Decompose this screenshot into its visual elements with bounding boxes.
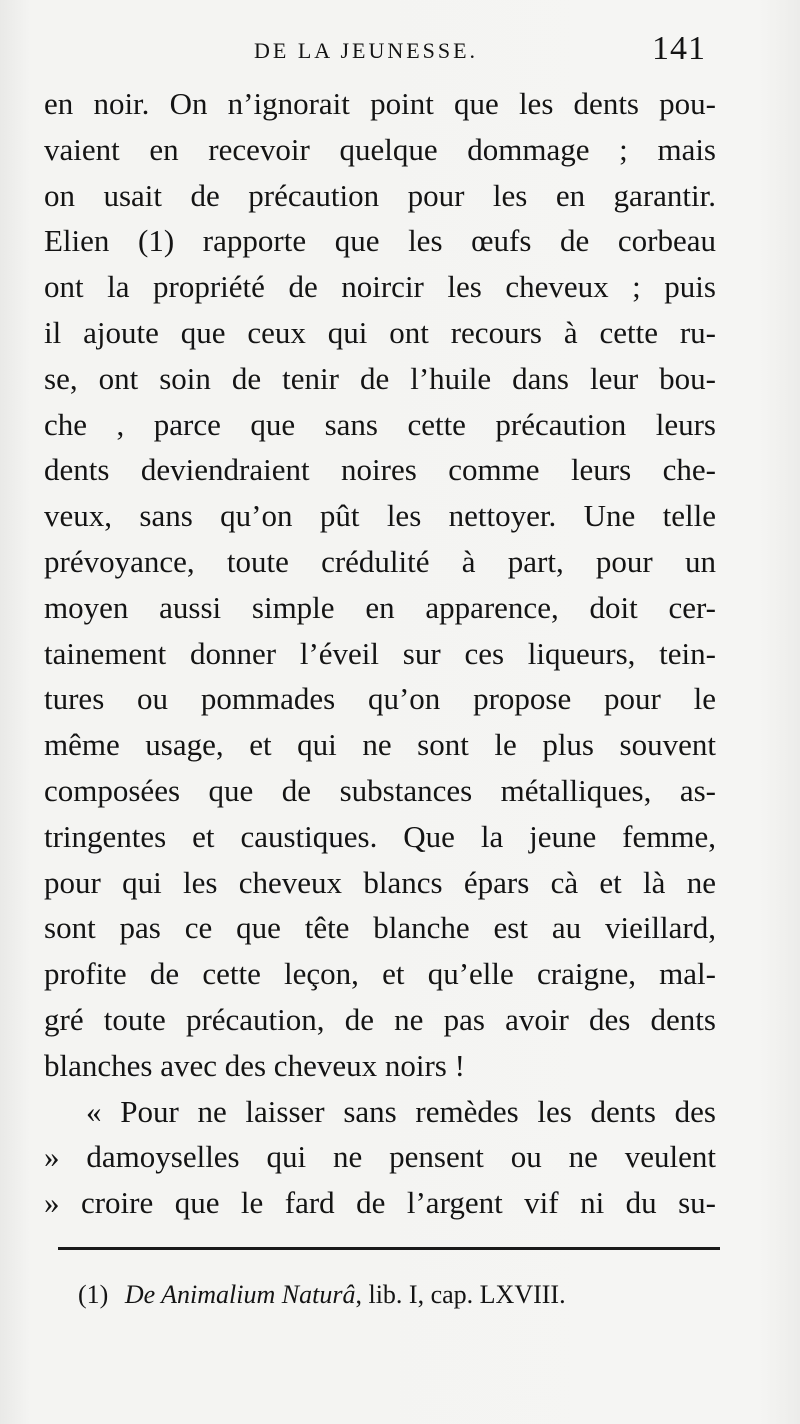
quote-start-line: « Pour ne laisser sans remèdes les dents des	[86, 1093, 716, 1129]
footnote-rule	[58, 1247, 720, 1250]
text-line: même usage, et qui ne sont le plus souvent	[44, 727, 716, 763]
text-line: on usait de précaution pour les en garantir.	[44, 177, 716, 213]
text-line: dents deviendraient noires comme leurs che-	[44, 452, 716, 488]
text-line: veux, sans qu’on pût les nettoyer. Une telle	[44, 498, 716, 534]
running-title: DE LA JEUNESSE.	[254, 38, 479, 63]
text-line: composées que de substances métalliques, as-	[44, 772, 716, 808]
footnote-marker: (1)	[78, 1280, 109, 1309]
body-text	[44, 81, 716, 1226]
text-line: profite de cette leçon, et qu’elle craigne, mal-	[44, 956, 716, 992]
text-line: tainement donner l’éveil sur ces liqueurs, tein-	[44, 635, 716, 671]
page-number: 141	[652, 30, 706, 67]
text-line: en noir. On n’ignorait point que les dents pou-	[44, 86, 716, 121]
text-line: se, ont soin de tenir de l’huile dans leur bou-	[44, 360, 716, 396]
text-line: che , parce que sans cette précaution leurs	[44, 406, 716, 442]
text-line: moyen aussi simple en apparence, doit cer-	[44, 589, 716, 625]
text-line: il ajoute que ceux qui ont recours à cette ru-	[44, 314, 716, 350]
text-line: pour qui les cheveux blancs épars cà et là ne	[44, 864, 716, 900]
text-line: vaient en recevoir quelque dommage ; mais	[44, 131, 716, 167]
footnote	[78, 1280, 566, 1310]
text-line: Elien (1) rapporte que les œufs de corbeau	[44, 223, 716, 259]
footnote-work-title: De Animalium Naturâ	[124, 1280, 356, 1309]
quote-line: » croire que le fard de l’argent vif ni du su-	[44, 1185, 716, 1221]
text-line: prévoyance, toute crédulité à part, pour un	[44, 543, 716, 579]
footnote-reference: , lib. I, cap. LXVIII.	[355, 1280, 566, 1309]
text-line: tures ou pommades qu’on propose pour le	[44, 681, 716, 717]
text-line: sont pas ce que tête blanche est au vieillard,	[44, 910, 716, 946]
paragraph-end-line: blanches avec des cheveux noirs !	[44, 1047, 465, 1083]
quote-line: » damoyselles qui ne pensent ou ne veulent	[44, 1139, 716, 1175]
text-line: tringentes et caustiques. Que la jeune femme,	[44, 818, 716, 854]
text-line: gré toute précaution, de ne pas avoir des dents	[44, 1001, 716, 1037]
text-line: ont la propriété de noircir les cheveux ; puis	[44, 269, 716, 305]
running-head	[0, 30, 800, 70]
